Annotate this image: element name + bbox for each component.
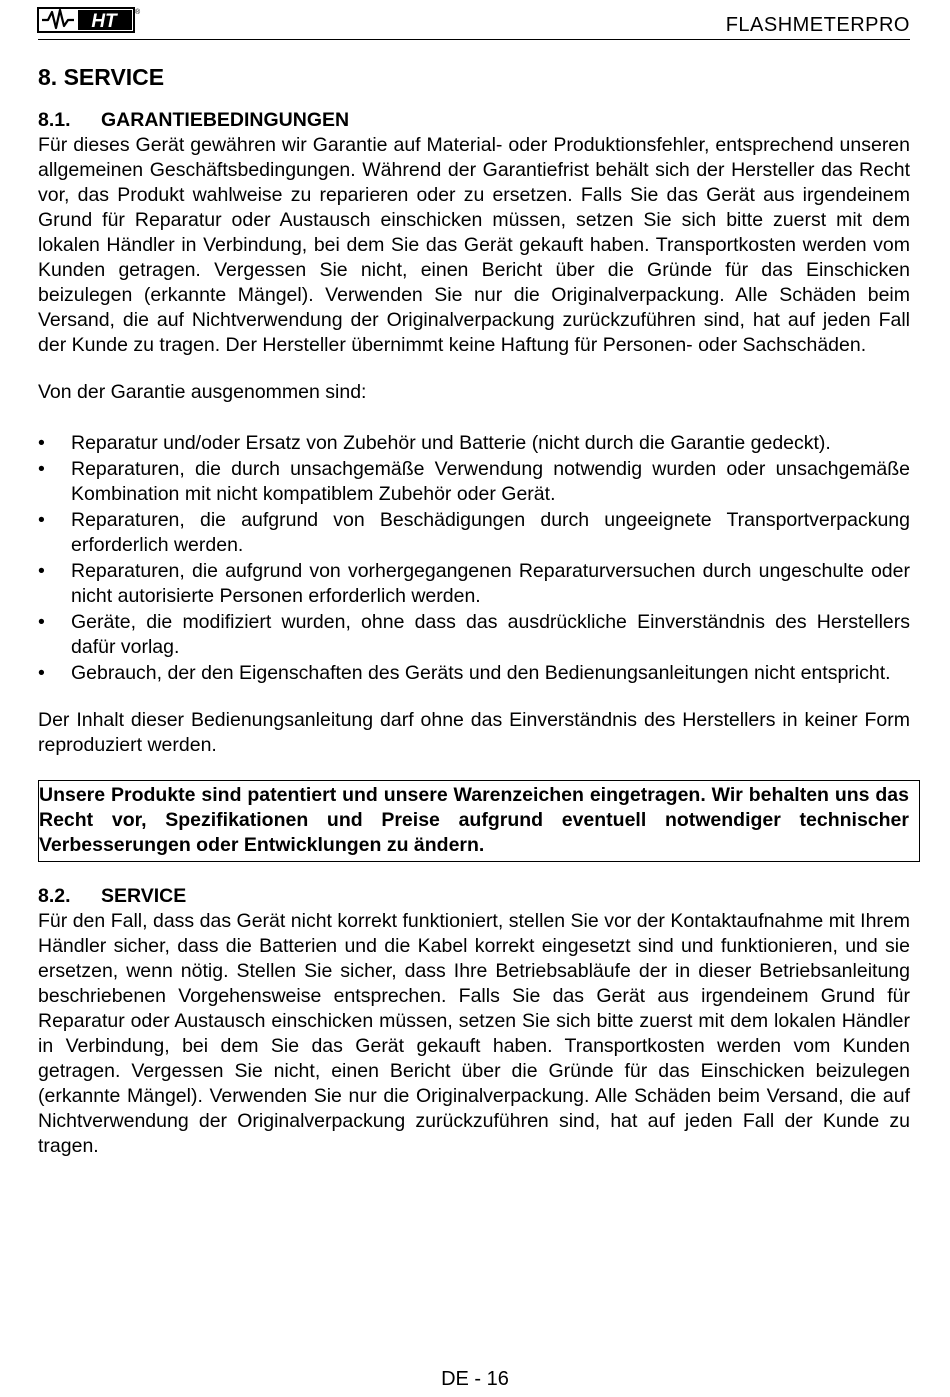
- service-paragraph: Für den Fall, dass das Gerät nicht korrekt funktioniert, stellen Sie vor der Kontaktaufnahme mit Ihrem Händler sicher, dass die Batterien und die Kabel korrekt eingesetzt sind und funktionieren, und sie ersetzen, wenn nötig. Stellen Sie sicher, dass Ihre Betriebsabläufe der in dieser Betriebsanleitung beschriebenen Vorgehensweise entsprechen. Falls Sie das Gerät aus irgendeinem Grund für Reparatur oder Austausch einschicken müssen, setzen Sie sich bitte zuerst mit dem lokalen Händler in Verbindung, bei dem Sie das Gerät gekauft haben. Transportkosten werden vom Kunden getragen. Vergessen Sie nicht, einen Bericht über die Gründe für das Einschicken beizulegen (erkannte Mängel). Verwenden Sie nur die Originalverpackung. Alle Schäden beim Versand, die auf Nichtverwendung der Originalverpackung zurückzuführen sind, hat auf jeden Fall der Kunde zu tragen.: [38, 910, 910, 1157]
- exclusions-intro: Von der Garantie ausgenommen sind:: [38, 381, 367, 403]
- page-number: DE - 16: [441, 1368, 509, 1390]
- warranty-number: 8.1.: [38, 109, 71, 131]
- list-item: • Reparaturen, die durch unsachgemäße Verwendung notwendig wurden oder unsachgemäße Kombination mit nicht kompatiblem Zubehör oder Gerät.: [38, 458, 910, 505]
- bullet-icon: •: [38, 560, 45, 582]
- service-number: 8.2.: [38, 885, 71, 907]
- list-item: • Reparaturen, die aufgrund von Beschädigungen durch ungeeignete Transportverpackung erforderlich werden.: [38, 509, 910, 556]
- bullet-icon: •: [38, 662, 45, 684]
- list-item: • Gebrauch, der den Eigenschaften des Geräts und den Bedienungsanleitungen nicht entspricht.: [38, 662, 891, 684]
- page-content: [38, 60, 910, 1159]
- section-title: 8. SERVICE: [38, 64, 165, 90]
- bullet-icon: •: [38, 611, 45, 633]
- service-heading: [38, 884, 910, 909]
- warranty-title: GARANTIEBEDINGUNGEN: [101, 109, 350, 131]
- logo-text: HT: [91, 11, 117, 32]
- patent-notice-box: [38, 780, 920, 862]
- copyright-note: Der Inhalt dieser Bedienungsanleitung darf ohne das Einverständnis des Herstellers in keiner Form reproduziert werden.: [38, 709, 910, 756]
- warranty-heading: [38, 108, 910, 133]
- list-item: • Geräte, die modifiziert wurden, ohne dass das ausdrückliche Einverständnis des Herstellers dafür vorlag.: [38, 611, 910, 658]
- ht-logo: [38, 6, 139, 34]
- service-title: SERVICE: [101, 885, 187, 907]
- header-rule: [38, 39, 910, 40]
- bullet-icon: •: [38, 432, 45, 454]
- registered-mark: ®: [135, 9, 141, 16]
- list-item: • Reparaturen, die aufgrund von vorhergegangenen Reparaturversuchen durch ungeschulte oder nicht autorisierte Personen erforderlich werden.: [38, 560, 910, 607]
- patent-notice-text: Unsere Produkte sind patentiert und unsere Warenzeichen eingetragen. Wir behalten uns das Recht vor, Spezifikationen und Preise aufgrund eventuell notwendiger technischer Verbesserungen oder Entwicklungen zu ändern.: [39, 784, 909, 856]
- bullet-icon: •: [38, 458, 45, 480]
- warranty-paragraph: Für dieses Gerät gewähren wir Garantie auf Material- oder Produktionsfehler, entsprechend unseren allgemeinen Geschäftsbedingungen. Während der Garantiefrist behält sich der Hersteller das Recht vor, das Produkt wahlweise zu reparieren oder zu ersetzen. Falls Sie das Gerät aus irgendeinem Grund für Reparatur oder Austausch einschicken müssen, setzen Sie sich bitte zuerst mit dem lokalen Händler in Verbindung, bei dem Sie das Gerät gekauft haben. Transportkosten werden vom Kunden getragen. Vergessen Sie nicht, einen Bericht über die Gründe für das Einschicken beizulegen (erkannte Mängel). Verwenden Sie nur die Originalverpackung. Alle Schäden beim Versand, die auf Nichtverwendung der Originalverpackung zurückzuführen sind, hat auf jeden Fall der Kunde zu tragen. Der Hersteller übernimmt keine Haftung für Personen- oder Sachschäden.: [38, 134, 910, 356]
- bullet-icon: •: [38, 509, 45, 531]
- exclusions-list: [38, 431, 910, 686]
- model-name: FLASHMETERPRO: [725, 14, 910, 36]
- list-item: • Reparatur und/oder Ersatz von Zubehör und Batterie (nicht durch die Garantie gedeckt).: [38, 432, 831, 454]
